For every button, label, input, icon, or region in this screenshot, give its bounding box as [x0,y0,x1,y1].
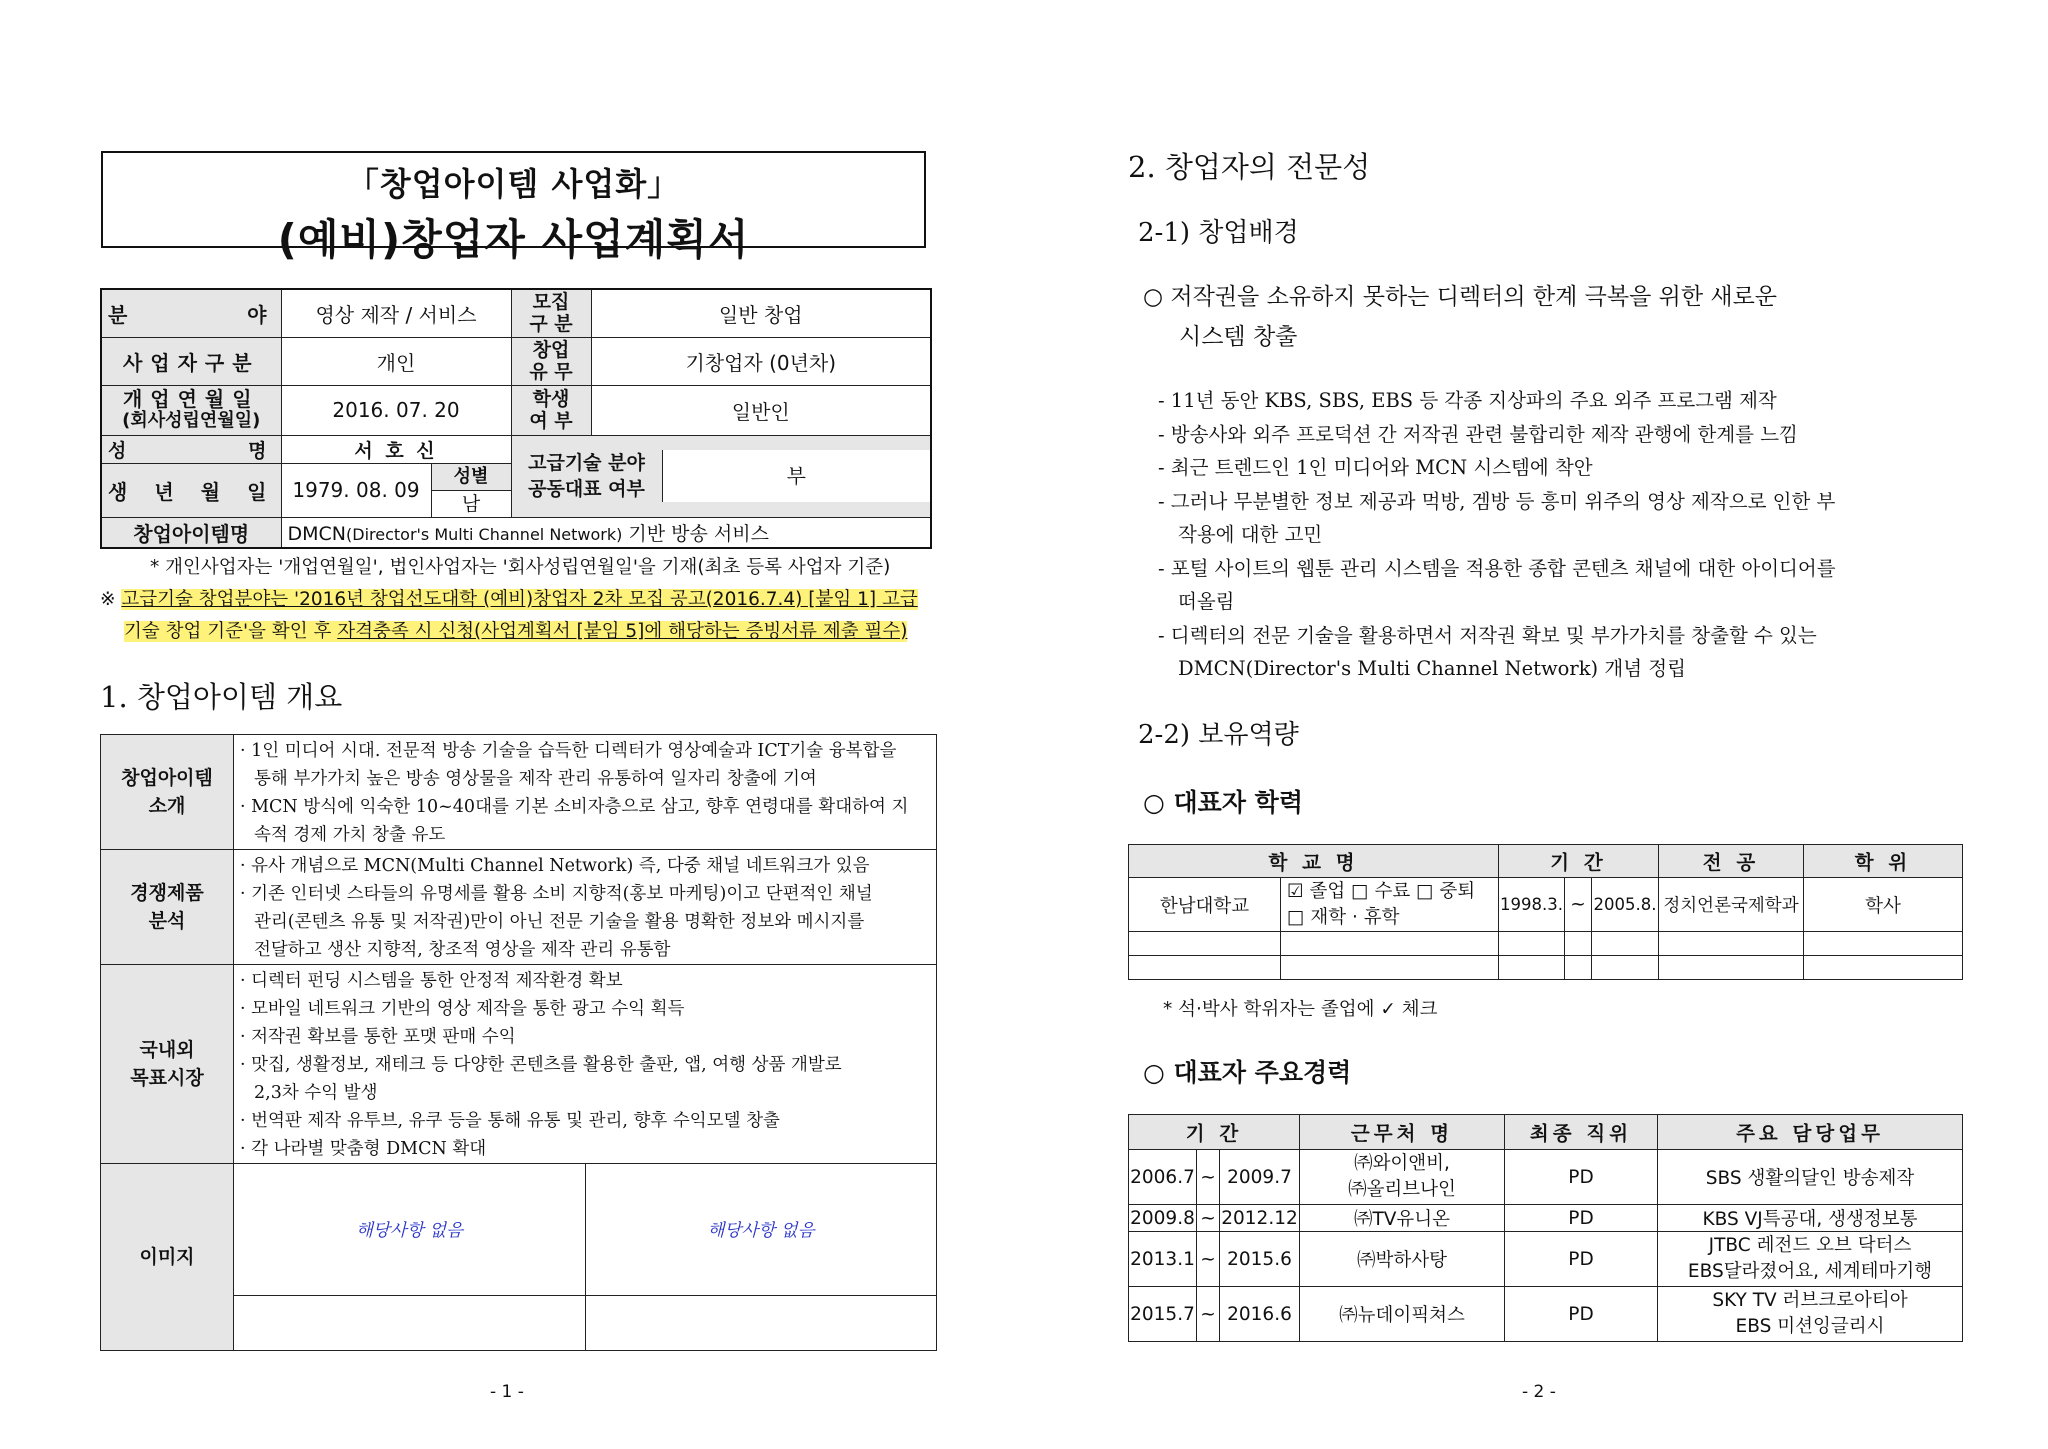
startup-label: 창업 유 무 [511,337,591,385]
note-2: ※ 고급기술 창업분야는 '2016년 창업선도대학 (예비)창업자 2차 모집 공고(2016.7.4) [붙임 1] 고급 [100,589,918,610]
edu-header-school: 학 교 명 [1129,845,1499,878]
image-none-2: 해당사항 없음 [586,1164,937,1296]
overview-text-market: · 디렉터 펀딩 시스템을 통한 안정적 제작환경 확보 · 모바일 네트워크 기반의 영상 제작을 통한 광고 수익 획득 · 저작권 확보를 통한 포맷 판매 수익 · 맛집, 생활정보, 재테크 등 다양한 콘텐츠를 활용한 출판, 앱, 여행 상품 개발로 2,3차 수익 발생 · 번역판 제작 유투브, 유쿠 등을 통해 유통 및 관리, 향후 수익모델 창출 · 각 나라별 맞춤형 DMCN 확대 [234,965,937,1164]
list-item: - 방송사와 외주 프로덕션 간 저작권 관련 불합리한 제작 관행에 한계를 느낌 [1158,422,1798,446]
education-heading: ○ 대표자 학력 [1143,788,1303,817]
table-row [1129,932,1963,956]
item-overview-table [100,734,937,1351]
section2-heading: 2. 창업자의 전문성 [1128,150,1371,184]
overview-label-image: 이미지 [101,1164,234,1351]
note-1: * 개인사업자는 '개업연월일', 법인사업자는 '회사성립연월일'을 기재(최초 등록 사업자 기준) [150,557,891,578]
table-row: 2015.7 ~ 2016.6 ㈜뉴데이픽쳐스 PD SKY TV 러브크로아티아 EBS 미션잉글리시 [1129,1287,1963,1342]
item-name-label: 창업아이템명 [101,517,281,548]
career-heading: ○ 대표자 주요경력 [1143,1058,1352,1087]
sub-heading-background: 2-1) 창업배경 [1138,218,1299,248]
name-value: 서 호 신 [281,435,511,463]
background-list [1158,384,1964,686]
bullet-background: ○ 저작권을 소유하지 못하는 디렉터의 한계 극복을 위한 새로운 시스템 창출 [1143,284,1778,350]
education-table [1128,844,1963,980]
table-row: 2009.8 ~ 2012.12 ㈜TV유니온 PD KBS VJ특공대, 생생정보통 [1129,1205,1963,1232]
title-line-1: 「창업아이템 사업화」 [346,165,681,203]
edu-degree: 학사 [1804,878,1963,932]
tech-cell [511,435,931,517]
tech-value: 부 [663,450,931,502]
item-name-value: DMCN(Director's Multi Channel Network) 기반 방송 서비스 [281,517,931,548]
table-row: 2013.1 ~ 2015.6 ㈜박하사탕 PD JTBC 레전드 오브 닥터스 EBS달라졌어요, 세계테마기행 [1129,1232,1963,1287]
gender-cell [431,463,511,517]
list-item: - 그러나 무분별한 정보 제공과 먹방, 겜방 등 흥미 위주의 영상 제작으로 인한 부 [1158,489,1836,513]
name-label: 성 명 [101,435,281,463]
image-none-1: 해당사항 없음 [234,1164,586,1296]
career-table [1128,1114,1963,1342]
overview-label-competition: 경쟁제품 분석 [101,850,234,965]
overview-text-competition: · 유사 개념으로 MCN(Multi Channel Network) 즉, 다중 채널 네트워크가 있음 · 기존 인터넷 스타들의 유명세를 활용 소비 지향적(홍보 마케팅)이고 단편적인 채널 관리(콘텐츠 유통 및 저작권)만이 아닌 전문 기술을 활용 명확한 정보와 메시지를 전달하고 생산 지향적, 창조적 영상을 제작 관리 유통함 [234,850,937,965]
edu-to: 2005.8. [1592,878,1659,932]
edu-header-period: 기 간 [1499,845,1659,878]
education-note: * 석·박사 학위자는 졸업에 ✓ 체크 [1163,999,1438,1020]
overview-label-intro: 창업아이템 소개 [101,735,234,850]
recruit-label: 모집 구 분 [511,289,591,337]
field-label: 분 야 [101,289,281,337]
career-header-duty: 주요 담당업무 [1658,1115,1963,1150]
tech-label: 고급기술 분야 공동대표 여부 [512,450,663,502]
section1-heading: 1. 창업아이템 개요 [100,680,343,714]
edu-school: 한남대학교 [1129,878,1281,932]
open-date-value: 2016. 07. 20 [281,385,511,435]
list-item: 떠올림 [1178,590,1235,613]
list-item: 작용에 대한 고민 [1178,523,1323,546]
edu-header-major: 전 공 [1659,845,1804,878]
image-caption-2 [586,1296,937,1351]
list-item: - 11년 동안 KBS, SBS, EBS 등 각종 지상파의 주요 외주 프로그램 제작 [1158,389,1777,412]
biz-type-label: 사업자구분 [101,337,281,385]
career-header-position: 최종 직위 [1505,1115,1658,1150]
page-number-1: - 1 - [490,1382,524,1402]
career-header-place: 근무처 명 [1300,1115,1505,1150]
document-title-box [101,151,926,264]
edu-tilde: ~ [1565,878,1592,932]
gender-label: 성별 [432,464,511,491]
table-row: 2006.7 ~ 2009.7 ㈜와이앤비, ㈜올리브나인 PD SBS 생활의달인 방송제작 [1129,1150,1963,1205]
open-date-label: 개업연월일 (회사성립연월일) [101,385,281,435]
note-3: 기술 창업 기준'을 확인 후 자격충족 시 신청(사업계획서 [붙임 5]에 해당하는 증빙서류 제출 필수) [124,621,908,642]
birth-value: 1979. 08. 09 [281,463,431,517]
list-item: - 최근 트렌드인 1인 미디어와 MCN 시스템에 착안 [1158,456,1593,479]
title-line-2: (예비)창업자 사업계획서 [277,215,750,264]
biz-type-value: 개인 [281,337,511,385]
birth-label: 생 년 월 일 [101,463,281,517]
recruit-value: 일반 창업 [591,289,931,337]
field-value: 영상 제작 / 서비스 [281,289,511,337]
list-item: - 포털 사이트의 웹툰 관리 시스템을 적용한 종합 콘텐츠 채널에 대한 아이디어를 [1158,556,1836,580]
edu-major: 정치언론국제학과 [1659,878,1804,932]
edu-header-degree: 학 위 [1804,845,1963,878]
student-value: 일반인 [591,385,931,435]
table-row [1129,878,1963,932]
sub-heading-capability: 2-2) 보유역량 [1138,720,1299,750]
list-item: DMCN(Director's Multi Channel Network) 개념 정립 [1178,657,1686,680]
edu-from: 1998.3. [1499,878,1565,932]
edu-status: ☑ 졸업 □ 수료 □ 중퇴 □ 재학 · 휴학 [1281,878,1499,932]
gender-value: 남 [461,492,481,515]
applicant-info-table [100,288,932,549]
list-item: - 디렉터의 전문 기술을 활용하면서 저작권 확보 및 부가가치를 창출할 수 있는 [1158,623,1817,647]
table-row [1129,956,1963,980]
overview-text-intro: · 1인 미디어 시대. 전문적 방송 기술을 습득한 디렉터가 영상예술과 ICT기술 융복합을 통해 부가가치 높은 방송 영상물을 제작 관리 유통하여 일자리 창출에 기여 · MCN 방식에 익숙한 10~40대를 기본 소비자층으로 삼고, 향후 연령대를 확대하여 지 속적 경제 가치 창출 유도 [234,735,937,850]
overview-label-market: 국내외 목표시장 [101,965,234,1164]
student-label: 학생 여 부 [511,385,591,435]
startup-value: 기창업자 (0년차) [591,337,931,385]
page-number-2: - 2 - [1522,1382,1556,1402]
image-caption-1 [234,1296,586,1351]
career-header-period: 기 간 [1129,1115,1300,1150]
